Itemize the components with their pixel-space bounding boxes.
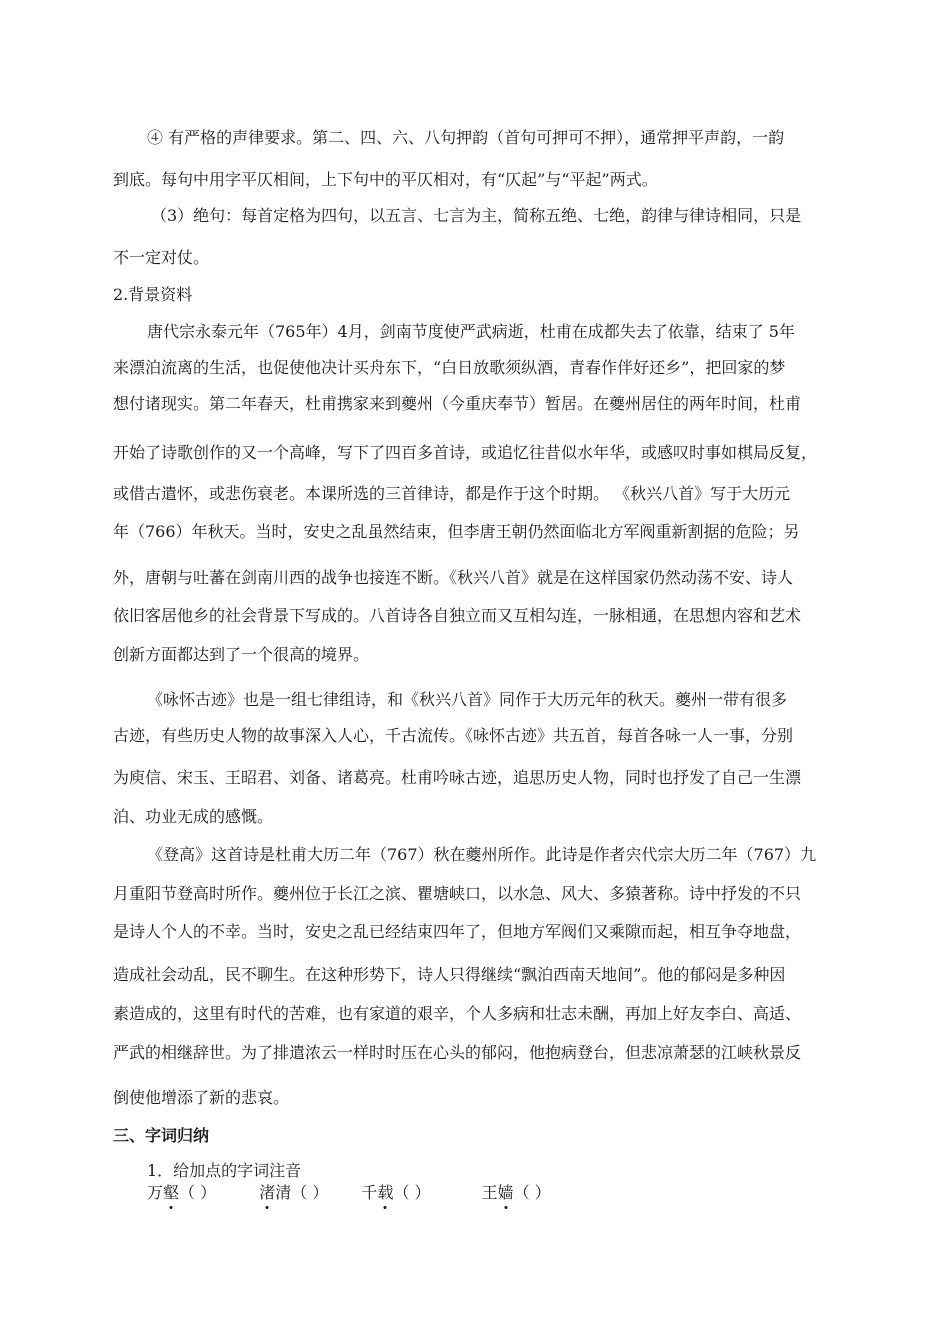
text-line: 造成社会动乱，民不聊生。在这种形势下，诗人只得继续“飘泊西南天地间”。他的郁闷是多种因 xyxy=(113,965,786,984)
text-line: 不一定对仗。 xyxy=(113,248,210,267)
text-line: ④ 有严格的声律要求。第二、四、六、八句押韵（首句可押可不押），通常押平声韵，一韵 xyxy=(147,128,785,147)
answer-blank[interactable]: （ ） xyxy=(393,1183,431,1202)
dotted-char: 壑 xyxy=(163,1183,180,1202)
text-line: （3）绝句：每首定格为四句，以五言、七言为主，简称五绝、七绝，韵律与律诗相同，只是 xyxy=(151,206,802,225)
text-line: 外，唐朝与吐蕃在剑南川西的战争也接连不断。《秋兴八首》就是在这样国家仍然动荡不安、诗人 xyxy=(113,568,794,587)
text-line: 年（766）年秋天。当时，安史之乱虽然结束，但李唐王朝仍然面临北方军阀重新割据的危险；另 xyxy=(113,522,800,541)
text-line: 开始了诗歌创作的又一个高峰，写下了四百多首诗，或追忆往昔似水年华，或感叹时事如棋局反复， xyxy=(113,443,818,462)
text-line: 创新方面都达到了一个很高的境界。 xyxy=(113,645,370,664)
text-line: 月重阳节登高时所作。夔州位于长江之滨、瞿塘峡口，以水急、风大、多猿著称。诗中抒发的不只 xyxy=(113,884,802,903)
text-line: 素造成的，这里有时代的苦难，也有家道的艰辛，个人多病和壮志未酬，再加上好友李白、高适、 xyxy=(113,1004,802,1023)
exercise-item xyxy=(361,1183,430,1203)
item-text: 王 xyxy=(481,1183,498,1202)
exercise-title: 1．给加点的字词注音 xyxy=(147,1161,302,1180)
dotted-char: 渚 xyxy=(259,1183,276,1202)
text-line: 为庾信、宋玉、王昭君、刘备、诸葛亮。杜甫吟咏古迹，追思历史人物，同时也抒发了自己一生漂 xyxy=(113,768,802,787)
item-text: 千 xyxy=(361,1183,378,1202)
answer-blank[interactable]: （ ） xyxy=(179,1183,217,1202)
exercise-item xyxy=(259,1183,328,1203)
exercise-item xyxy=(482,1183,551,1203)
text-line: 到底。每句中用字平仄相间，上下句中的平仄相对，有“仄起”与“平起”两式。 xyxy=(113,170,658,189)
exercise-item xyxy=(147,1183,216,1203)
answer-blank[interactable]: 清（ ） xyxy=(275,1183,329,1202)
section-heading: 三、字词归纳 xyxy=(113,1126,210,1145)
text-line: 倒使他增添了新的悲哀。 xyxy=(113,1088,290,1107)
text-line: 《咏怀古迹》也是一组七律组诗，和《秋兴八首》同作于大历元年的秋天。夔州一带有很多 xyxy=(147,690,788,709)
text-line: 《登高》这首诗是杜甫大历二年（767）秋在夔州所作。此诗是作者宍代宗大历二年（767）九 xyxy=(147,845,817,864)
text-line: 是诗人个人的不幸。当时，安史之乱已经结束四年了，但地方军阀们又乘隙而起，相互争夺地盘， xyxy=(113,922,802,941)
text-line: 依旧客居他乡的社会背景下写成的。八首诗各自独立而又互相勾连，一脉相通，在思想内容和艺术 xyxy=(113,606,802,625)
pinyin-exercise-row xyxy=(147,1183,579,1203)
text-line: 唐代宗永泰元年（765年）4月，剑南节度使严武病逝，杜甫在成都失去了依靠，结束了 5年 xyxy=(147,322,795,341)
text-line: 严武的相继辞世。为了排遣浓云一样时时压在心头的郁闷，他抱病登台，但悲凉萧瑟的江峡秋景反 xyxy=(113,1043,802,1062)
text-line: 泊、功业无成的感慨。 xyxy=(113,807,274,826)
text-line: 或借古遣怀，或悲伤衰老。本课所选的三首律诗，都是作于这个时期。 《秋兴八首》写于大历元 xyxy=(113,484,791,503)
section-heading: 2.背景资料 xyxy=(113,285,193,304)
text-line: 想付诸现实。第二年春天，杜甫携家来到夔州（今重庆奉节）暂居。在夔州居住的两年时间，杜甫 xyxy=(113,394,802,413)
dotted-char: 载 xyxy=(377,1183,394,1202)
text-line: 古迹，有些历史人物的故事深入人心，千古流传。《咏怀古迹》共五首，每首各咏一人一事，分别 xyxy=(113,726,794,745)
text-line: 来漂泊流离的生活，也促使他决计买舟东下，“白日放歌须纵酒，青春作伴好还乡”，把回家的梦 xyxy=(113,358,786,377)
answer-blank[interactable]: （ ） xyxy=(513,1183,551,1202)
dotted-char: 嫱 xyxy=(497,1183,514,1202)
item-text: 万 xyxy=(147,1183,164,1202)
